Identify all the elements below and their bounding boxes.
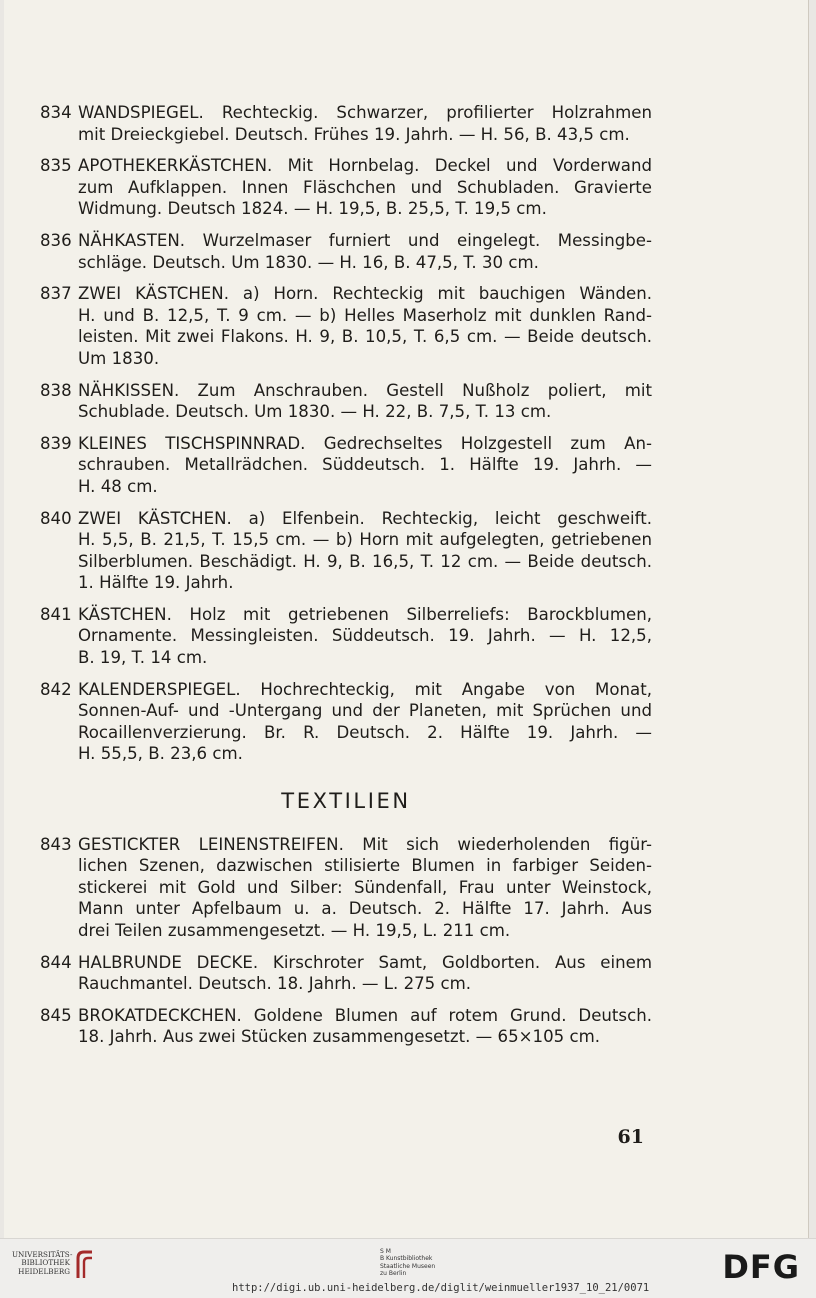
entry-line: schrauben. Metallrädchen. Süddeutsch. 1. Hälfte 19. Jahrh. —	[78, 455, 652, 475]
entry-description	[78, 834, 652, 942]
footer-bar	[0, 1238, 816, 1298]
entry-line: BROKATDECKCHEN. Goldene Blumen auf rotem Grund. Deutsch.	[78, 1005, 652, 1025]
entry-line: stickerei mit Gold und Silber: Sündenfall, Frau unter Weinstock,	[78, 877, 652, 897]
entry-description	[78, 679, 652, 765]
dfg-logo[interactable]: DFG	[722, 1248, 800, 1286]
entry-line: Mann unter Apfelbaum u. a. Deutsch. 2. Hälfte 17. Jahrh. Aus	[78, 899, 652, 919]
entry-line: H. 55,5, B. 23,6 cm.	[78, 744, 243, 764]
entry-line: Widmung. Deutsch 1824. — H. 19,5, B. 25,5, T. 19,5 cm.	[78, 199, 547, 219]
entry-description	[78, 102, 652, 145]
entry-line: H. und B. 12,5, T. 9 cm. — b) Helles Maserholz mit dunklen Rand-	[78, 305, 652, 325]
section-heading: TEXTILIEN	[281, 789, 411, 814]
entry-number: 836	[40, 230, 72, 250]
library-logo-line: UNIVERSITÄTS-	[12, 1250, 73, 1259]
library-logo-line: BIBLIOTHEK	[21, 1258, 70, 1268]
catalog-entry	[40, 679, 652, 765]
catalog-entry	[40, 508, 652, 594]
catalog-entry	[40, 433, 652, 498]
entry-description	[78, 604, 652, 669]
catalog-entry	[40, 155, 652, 220]
entry-line: 18. Jahrh. Aus zwei Stücken zusammengesetzt. — 65×105 cm.	[78, 1027, 601, 1047]
entry-number: 843	[40, 834, 72, 854]
entry-number: 844	[40, 952, 72, 972]
entry-description	[78, 380, 652, 423]
entry-number: 839	[40, 433, 72, 453]
entry-line: Sonnen-Auf- und -Untergang und der Planeten, mit Sprüchen und	[78, 701, 652, 721]
entry-line: GESTICKTER LEINENSTREIFEN. Mit sich wiederholenden figür-	[78, 834, 652, 854]
catalog-entry	[40, 380, 652, 423]
entry-line: Um 1830.	[78, 348, 160, 368]
entry-line: Silberblumen. Beschädigt. H. 9, B. 16,5, T. 12 cm. — Beide deutsch.	[78, 551, 652, 571]
entry-line: KÄSTCHEN. Holz mit getriebenen Silberreliefs: Barockblumen,	[78, 604, 652, 624]
entry-description	[78, 952, 652, 995]
catalog-entry	[40, 1005, 652, 1048]
museum-logo[interactable]	[380, 1248, 470, 1278]
entry-number: 838	[40, 380, 72, 400]
entry-line: Schublade. Deutsch. Um 1830. — H. 22, B. 7,5, T. 13 cm.	[78, 402, 552, 422]
museum-logo-line: Staatliche Museen	[380, 1262, 436, 1270]
entry-line: drei Teilen zusammengesetzt. — H. 19,5, L. 211 cm.	[78, 921, 511, 940]
library-mark-icon	[74, 1248, 96, 1282]
entry-line: schläge. Deutsch. Um 1830. — H. 16, B. 47,5, T. 30 cm.	[78, 252, 539, 272]
entry-description	[78, 508, 652, 594]
entry-line: Ornamente. Messingleisten. Süddeutsch. 19. Jahrh. — H. 12,5,	[78, 626, 652, 646]
page-number: 61	[617, 1126, 644, 1148]
entry-line: leisten. Mit zwei Flakons. H. 9, B. 10,5, T. 6,5 cm. — Beide deutsch.	[78, 327, 652, 347]
entry-description	[78, 433, 652, 498]
catalog-entry	[40, 952, 652, 995]
entries-group-before	[40, 102, 652, 765]
entry-line: zum Aufklappen. Innen Fläschchen und Schubladen. Gravierte	[78, 177, 652, 197]
entry-number: 835	[40, 156, 72, 176]
entry-number: 841	[40, 604, 72, 624]
entry-description	[78, 155, 652, 220]
entry-number: 842	[40, 679, 72, 699]
catalog-entry	[40, 604, 652, 669]
entry-line: mit Dreieckgiebel. Deutsch. Frühes 19. Jahrh. — H. 56, B. 43,5 cm.	[78, 124, 630, 144]
entry-line: WANDSPIEGEL. Rechteckig. Schwarzer, profilierter Holzrahmen	[78, 103, 652, 122]
entry-line: Rocaillenverzierung. Br. R. Deutsch. 2. Hälfte 19. Jahrh. —	[78, 722, 652, 742]
entry-line: lichen Szenen, dazwischen stilisierte Blumen in farbiger Seiden-	[78, 856, 652, 876]
entry-line: NÄHKASTEN. Wurzelmaser furniert und eingelegt. Messingbe-	[78, 230, 652, 250]
museum-logo-line: S M	[380, 1248, 391, 1255]
catalog-entry	[40, 102, 652, 145]
entry-number: 834	[40, 103, 72, 122]
entry-line: ZWEI KÄSTCHEN. a) Elfenbein. Rechteckig, leicht geschweift.	[78, 508, 652, 528]
entry-line: H. 5,5, B. 21,5, T. 15,5 cm. — b) Horn mit aufgelegten, getriebenen	[78, 530, 652, 550]
library-logo-line: HEIDELBERG	[18, 1266, 70, 1276]
entry-line: APOTHEKERKÄSTCHEN. Mit Hornbelag. Deckel und Vorderwand	[78, 156, 652, 176]
entry-line: Rauchmantel. Deutsch. 18. Jahrh. — L. 275 cm.	[78, 974, 472, 994]
entry-line: 1. Hälfte 19. Jahrh.	[78, 573, 234, 593]
catalog-entry	[40, 230, 652, 273]
entries-group-after	[40, 834, 652, 1048]
entry-description	[78, 230, 652, 273]
entry-line: HALBRUNDE DECKE. Kirschroter Samt, Goldborten. Aus einem	[78, 952, 652, 972]
entry-line: NÄHKISSEN. Zum Anschrauben. Gestell Nußholz poliert, mit	[78, 380, 652, 400]
entry-line: KLEINES TISCHSPINNRAD. Gedrechseltes Holzgestell zum An-	[78, 433, 652, 453]
library-logo[interactable]	[12, 1250, 73, 1276]
entry-line: B. 19, T. 14 cm.	[78, 648, 208, 668]
entry-line: H. 48 cm.	[78, 476, 158, 496]
entry-line: ZWEI KÄSTCHEN. a) Horn. Rechteckig mit bauchigen Wänden.	[78, 284, 652, 304]
entry-description	[78, 283, 652, 369]
catalog-page	[4, 0, 809, 1238]
entry-number: 840	[40, 508, 72, 528]
museum-logo-line: B Kunstbibliothek	[380, 1255, 433, 1263]
source-url-link[interactable]: http://digi.ub.uni-heidelberg.de/diglit/weinmueller1937_10_21/0071	[232, 1282, 650, 1294]
museum-logo-line: zu Berlin	[380, 1270, 407, 1278]
entry-description	[78, 1005, 652, 1048]
catalog-entry	[40, 834, 652, 942]
entry-number: 837	[40, 284, 72, 304]
entry-number: 845	[40, 1005, 72, 1025]
entry-line: KALENDERSPIEGEL. Hochrechteckig, mit Angabe von Monat,	[78, 679, 652, 699]
catalog-text	[40, 102, 652, 1058]
catalog-entry	[40, 283, 652, 369]
